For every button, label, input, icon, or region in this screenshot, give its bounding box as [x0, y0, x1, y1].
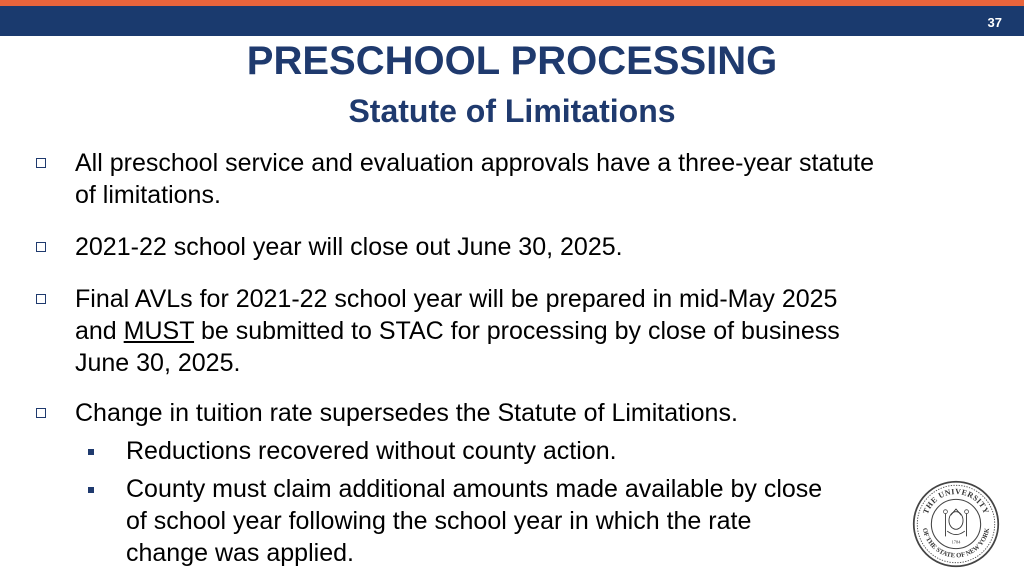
seal-bottom-text: OF THE STATE OF NEW YORK: [920, 527, 992, 560]
list-item-line: of limitations.: [75, 181, 221, 209]
list-item-line: Change in tuition rate supersedes the Statute of Limitations.: [75, 399, 738, 427]
emphasis-must: MUST: [123, 317, 195, 345]
list-item: [75, 231, 623, 263]
sub-list-item-line: of school year following the school year in which the rate: [126, 507, 752, 535]
list-item-line: 2021-22 school year will close out June 30, 2025.: [75, 233, 623, 261]
sub-list-item: [126, 435, 617, 467]
page-title: PRESCHOOL PROCESSING: [246, 39, 778, 83]
checkbox-bullet-icon: [36, 408, 46, 418]
text-span: be submitted to STAC for processing by close of business: [194, 317, 840, 345]
university-seal-icon: [912, 480, 1000, 568]
sub-list-item-line: Reductions recovered without county action.: [126, 437, 617, 465]
list-item: [75, 147, 874, 211]
list-item-line: June 30, 2025.: [75, 349, 241, 377]
list-item: [75, 397, 738, 429]
seal-year: 1784: [951, 539, 961, 545]
square-sub-bullet-icon: [88, 487, 94, 493]
sub-list-item: [126, 473, 822, 569]
list-item: [75, 283, 840, 379]
slide-number: 37: [987, 15, 1002, 30]
text-span: and: [75, 317, 124, 345]
checkbox-bullet-icon: [36, 242, 46, 252]
seal-top-text: THE UNIVERSITY: [921, 486, 991, 516]
list-item-line: [75, 315, 840, 347]
list-item-line: All preschool service and evaluation approvals have a three-year statute: [75, 149, 875, 177]
sub-list-item-line: County must claim additional amounts made available by close: [126, 475, 823, 503]
page-subtitle: Statute of Limitations: [348, 93, 676, 129]
checkbox-bullet-icon: [36, 294, 46, 304]
checkbox-bullet-icon: [36, 158, 46, 168]
list-item-line: Final AVLs for 2021-22 school year will be prepared in mid-May 2025: [75, 285, 838, 313]
sub-list-item-line: change was applied.: [126, 539, 354, 567]
square-sub-bullet-icon: [88, 449, 94, 455]
